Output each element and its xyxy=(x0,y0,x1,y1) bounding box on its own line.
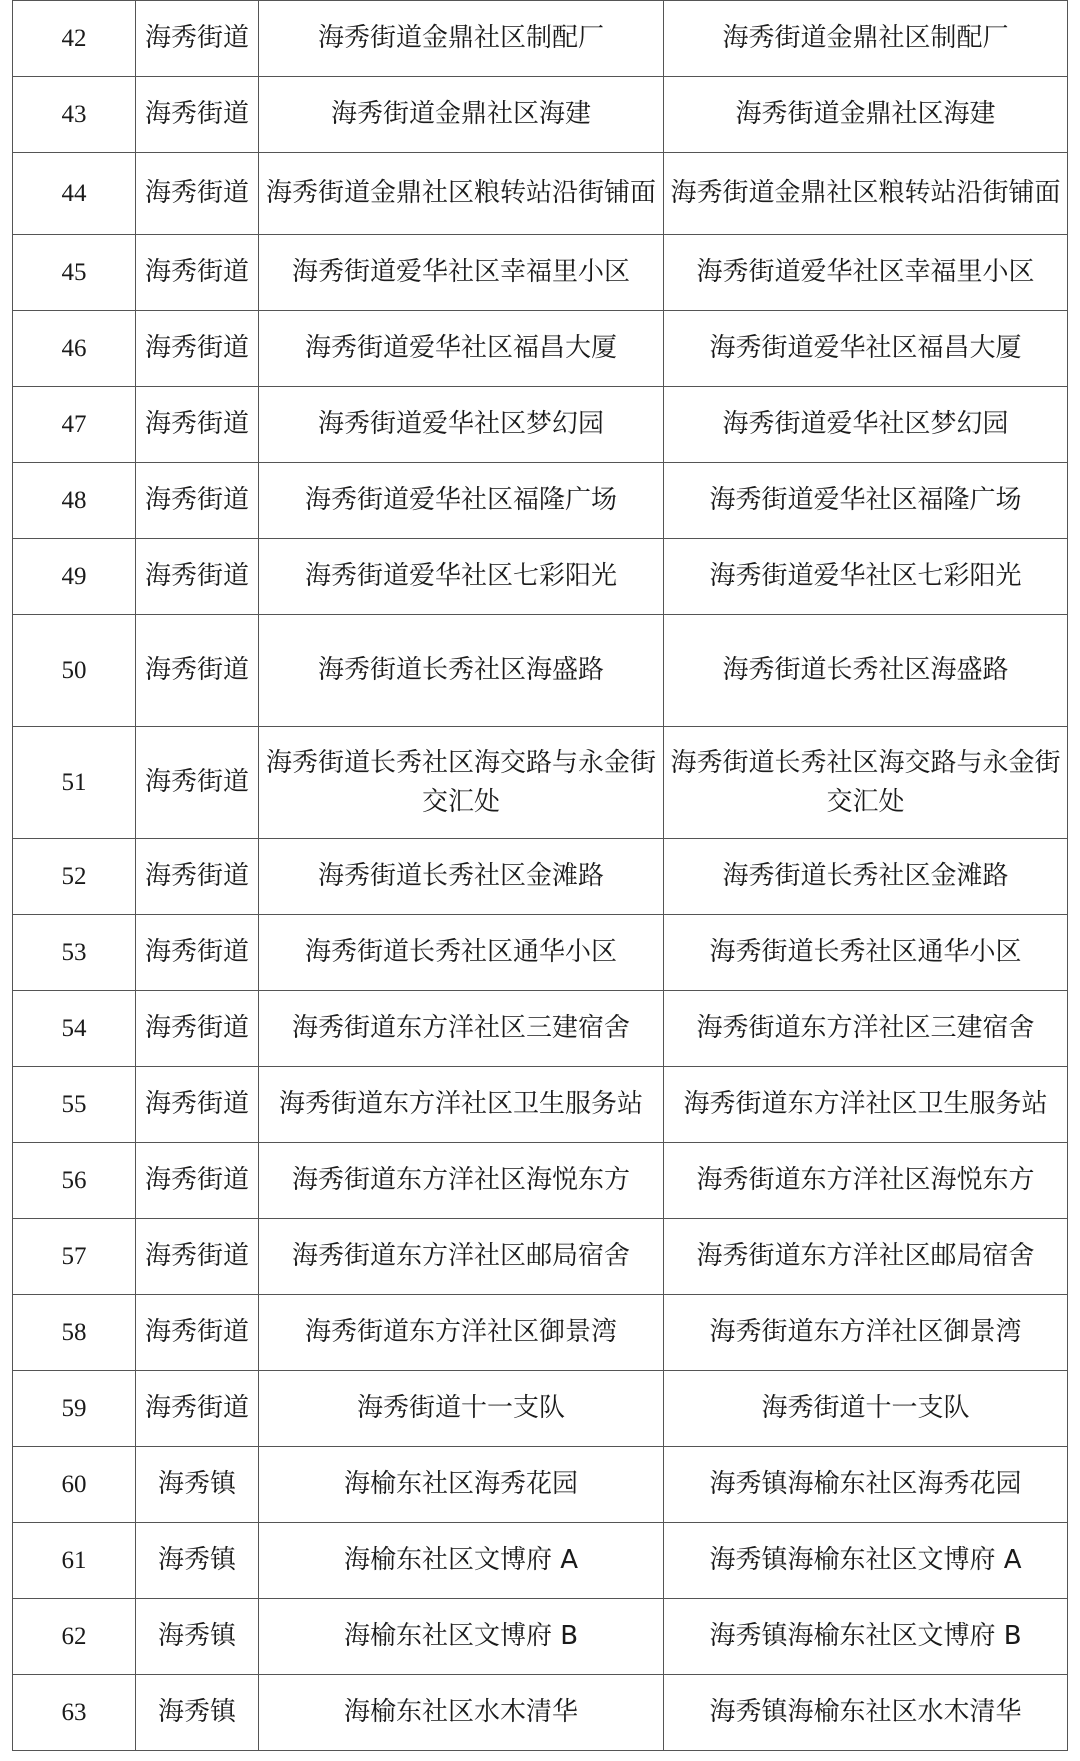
row-number: 63 xyxy=(13,1675,136,1751)
table-body xyxy=(13,1,1068,1751)
table-row xyxy=(13,991,1068,1067)
table-row xyxy=(13,463,1068,539)
street-name: 海秀镇 xyxy=(136,1675,259,1751)
location-detail: 海秀街道爱华社区福昌大厦 xyxy=(664,311,1068,387)
street-name: 海秀街道 xyxy=(136,1371,259,1447)
location-name: 海秀街道爱华社区七彩阳光 xyxy=(259,539,664,615)
row-number: 57 xyxy=(13,1219,136,1295)
location-name: 海秀街道东方洋社区海悦东方 xyxy=(259,1143,664,1219)
location-detail: 海秀镇海榆东社区海秀花园 xyxy=(664,1447,1068,1523)
location-name: 海秀街道东方洋社区卫生服务站 xyxy=(259,1067,664,1143)
table-row xyxy=(13,1599,1068,1675)
location-table-container xyxy=(12,0,1068,1751)
location-detail: 海秀镇海榆东社区文博府 A xyxy=(664,1523,1068,1599)
street-name: 海秀街道 xyxy=(136,539,259,615)
table-row xyxy=(13,311,1068,387)
location-name: 海榆东社区文博府 B xyxy=(259,1599,664,1675)
location-detail: 海秀街道东方洋社区海悦东方 xyxy=(664,1143,1068,1219)
street-name: 海秀街道 xyxy=(136,839,259,915)
row-number: 46 xyxy=(13,311,136,387)
table-row xyxy=(13,727,1068,839)
location-detail: 海秀街道长秀社区海交路与永金街交汇处 xyxy=(664,727,1068,839)
location-detail: 海秀街道十一支队 xyxy=(664,1371,1068,1447)
location-name: 海秀街道爱华社区幸福里小区 xyxy=(259,235,664,311)
location-detail: 海秀街道爱华社区梦幻园 xyxy=(664,387,1068,463)
street-name: 海秀镇 xyxy=(136,1447,259,1523)
location-detail: 海秀街道爱华社区幸福里小区 xyxy=(664,235,1068,311)
location-name: 海秀街道爱华社区梦幻园 xyxy=(259,387,664,463)
street-name: 海秀街道 xyxy=(136,387,259,463)
row-number: 53 xyxy=(13,915,136,991)
location-name: 海秀街道东方洋社区三建宿舍 xyxy=(259,991,664,1067)
table-row xyxy=(13,1447,1068,1523)
location-name: 海秀街道十一支队 xyxy=(259,1371,664,1447)
table-row xyxy=(13,1675,1068,1751)
street-name: 海秀街道 xyxy=(136,77,259,153)
location-detail: 海秀街道长秀社区通华小区 xyxy=(664,915,1068,991)
location-detail: 海秀街道爱华社区福隆广场 xyxy=(664,463,1068,539)
location-detail: 海秀街道长秀社区海盛路 xyxy=(664,615,1068,727)
location-detail: 海秀街道爱华社区七彩阳光 xyxy=(664,539,1068,615)
street-name: 海秀街道 xyxy=(136,1295,259,1371)
row-number: 42 xyxy=(13,1,136,77)
location-detail: 海秀镇海榆东社区文博府 B xyxy=(664,1599,1068,1675)
row-number: 47 xyxy=(13,387,136,463)
street-name: 海秀街道 xyxy=(136,1143,259,1219)
row-number: 49 xyxy=(13,539,136,615)
table-row xyxy=(13,1,1068,77)
location-name: 海榆东社区海秀花园 xyxy=(259,1447,664,1523)
row-number: 51 xyxy=(13,727,136,839)
table-row xyxy=(13,77,1068,153)
row-number: 50 xyxy=(13,615,136,727)
location-name: 海秀街道长秀社区金滩路 xyxy=(259,839,664,915)
street-name: 海秀街道 xyxy=(136,991,259,1067)
street-name: 海秀街道 xyxy=(136,915,259,991)
table-row xyxy=(13,1295,1068,1371)
row-number: 45 xyxy=(13,235,136,311)
table-row xyxy=(13,539,1068,615)
location-detail: 海秀街道东方洋社区邮局宿舍 xyxy=(664,1219,1068,1295)
location-name: 海秀街道爱华社区福隆广场 xyxy=(259,463,664,539)
location-name: 海秀街道金鼎社区制配厂 xyxy=(259,1,664,77)
location-name: 海秀街道爱华社区福昌大厦 xyxy=(259,311,664,387)
location-detail: 海秀街道东方洋社区御景湾 xyxy=(664,1295,1068,1371)
street-name: 海秀街道 xyxy=(136,1,259,77)
row-number: 54 xyxy=(13,991,136,1067)
row-number: 43 xyxy=(13,77,136,153)
street-name: 海秀街道 xyxy=(136,153,259,235)
row-number: 62 xyxy=(13,1599,136,1675)
table-row xyxy=(13,839,1068,915)
table-row xyxy=(13,235,1068,311)
street-name: 海秀街道 xyxy=(136,615,259,727)
street-name: 海秀街道 xyxy=(136,311,259,387)
row-number: 55 xyxy=(13,1067,136,1143)
street-name: 海秀街道 xyxy=(136,727,259,839)
table-row xyxy=(13,1219,1068,1295)
location-name: 海榆东社区文博府 A xyxy=(259,1523,664,1599)
table-row xyxy=(13,387,1068,463)
row-number: 48 xyxy=(13,463,136,539)
street-name: 海秀镇 xyxy=(136,1523,259,1599)
table-row xyxy=(13,1067,1068,1143)
location-name: 海秀街道金鼎社区海建 xyxy=(259,77,664,153)
street-name: 海秀街道 xyxy=(136,1067,259,1143)
location-name: 海秀街道金鼎社区粮转站沿街铺面 xyxy=(259,153,664,235)
location-detail: 海秀街道金鼎社区粮转站沿街铺面 xyxy=(664,153,1068,235)
street-name: 海秀镇 xyxy=(136,1599,259,1675)
row-number: 58 xyxy=(13,1295,136,1371)
location-detail: 海秀镇海榆东社区水木清华 xyxy=(664,1675,1068,1751)
location-detail: 海秀街道金鼎社区海建 xyxy=(664,77,1068,153)
street-name: 海秀街道 xyxy=(136,463,259,539)
row-number: 44 xyxy=(13,153,136,235)
location-name: 海秀街道东方洋社区御景湾 xyxy=(259,1295,664,1371)
location-name: 海秀街道长秀社区通华小区 xyxy=(259,915,664,991)
table-row xyxy=(13,153,1068,235)
row-number: 59 xyxy=(13,1371,136,1447)
table-row xyxy=(13,1143,1068,1219)
row-number: 60 xyxy=(13,1447,136,1523)
location-name: 海秀街道长秀社区海交路与永金街交汇处 xyxy=(259,727,664,839)
table-row xyxy=(13,915,1068,991)
location-name: 海榆东社区水木清华 xyxy=(259,1675,664,1751)
row-number: 56 xyxy=(13,1143,136,1219)
location-name: 海秀街道东方洋社区邮局宿舍 xyxy=(259,1219,664,1295)
table-row xyxy=(13,1371,1068,1447)
location-table xyxy=(12,0,1068,1751)
row-number: 52 xyxy=(13,839,136,915)
table-row xyxy=(13,1523,1068,1599)
location-name: 海秀街道长秀社区海盛路 xyxy=(259,615,664,727)
location-detail: 海秀街道长秀社区金滩路 xyxy=(664,839,1068,915)
street-name: 海秀街道 xyxy=(136,235,259,311)
location-detail: 海秀街道东方洋社区三建宿舍 xyxy=(664,991,1068,1067)
street-name: 海秀街道 xyxy=(136,1219,259,1295)
row-number: 61 xyxy=(13,1523,136,1599)
table-row xyxy=(13,615,1068,727)
location-detail: 海秀街道金鼎社区制配厂 xyxy=(664,1,1068,77)
location-detail: 海秀街道东方洋社区卫生服务站 xyxy=(664,1067,1068,1143)
